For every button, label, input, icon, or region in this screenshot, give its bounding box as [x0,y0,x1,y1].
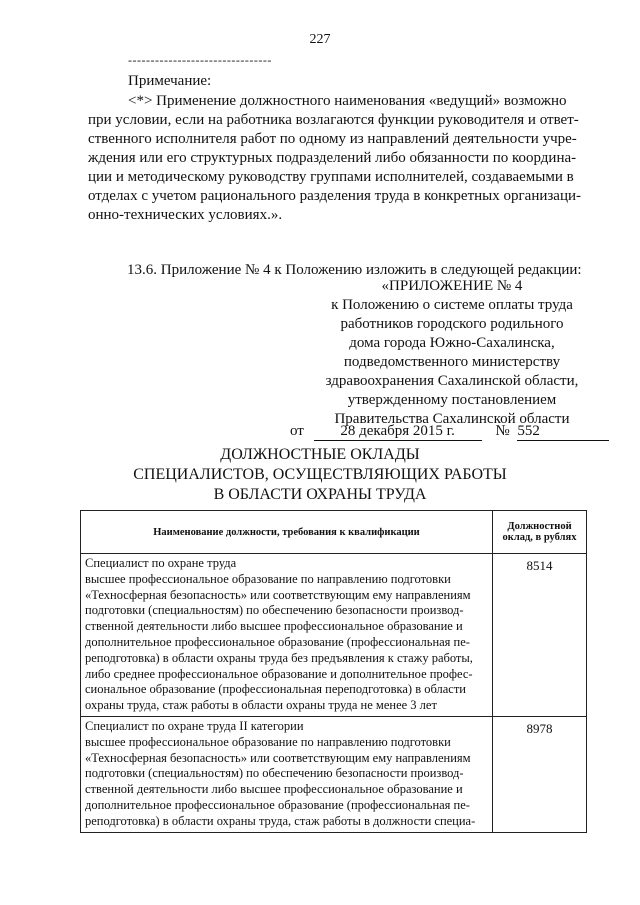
row-line: Специалист по охране труда [85,556,237,570]
note-line: ждения или его структурных подразделений либо обязанности по координа- [88,150,577,166]
position-description [81,716,493,832]
appendix-line: к Положению о системе оплаты труда [331,297,573,313]
appendix-line: «ПРИЛОЖЕНИЕ № 4 [381,278,523,294]
page-number: 227 [309,32,331,47]
appendix-header [278,263,626,429]
appendix-line: дома города Южно-Сахалинска, [349,335,555,351]
date-value: 28 декабря 2015 г. [314,423,482,441]
row-line: подготовки (специальностям) по обеспечению безопасности производ- [85,766,464,781]
salary-value: 8514 [493,554,587,717]
header-salary [493,511,587,554]
note-line: <*> Применение должностного наименования «ведущий» возможно [128,93,567,109]
note-text [88,92,588,225]
row-line: высшее профессиональное образование по направлению подготовки [85,734,451,749]
appendix-line: утвержденному постановлением [347,392,557,408]
row-line: дополнительное профессиональное образование (профессиональная пе- [85,634,470,649]
footnote-separator: -------------------------------- [128,53,272,67]
row-line: либо среднее профессиональное образование и дополнительное профес- [85,666,473,681]
row-line: реподготовка) в области охраны труда без предъявления к стажу работы, [85,650,473,665]
number-prefix: № [495,423,510,439]
amendment-paragraph: 13.6. Приложение № 4 к Положению изложить в следующей редакции: [127,262,582,278]
appendix-line: работников городского родильного [340,316,564,332]
header-position: Наименование должности, требования к квалификации [81,511,493,554]
table-row [81,554,587,717]
appendix-date-line [290,423,609,441]
title-line: СПЕЦИАЛИСТОВ, ОСУЩЕСТВЛЯЮЩИХ РАБОТЫ [133,466,507,483]
row-line: ственной деятельности либо высшее профессиональное образование и [85,782,463,797]
number-value: 552 [517,423,609,441]
note-line: ственного исполнителя работ по одному из направлений деятельности учре- [88,131,577,147]
row-line: высшее профессиональное образование по направлению подготовки [85,571,451,586]
header-salary-line: оклад, в рублях [502,532,577,543]
row-line: реподготовка) в области охраны труда, стаж работы в должности специа- [85,813,476,828]
appendix-line: Правительства Сахалинской области [334,411,570,427]
date-prefix: от [290,423,304,439]
salary-table [80,510,587,833]
note-title: Примечание: [128,73,212,89]
row-line: сиональное образование (профессиональная переподготовка) в области [85,682,466,697]
row-line: дополнительное профессиональное образование (профессиональная пе- [85,797,470,812]
note-line: онно-технических условиях.». [88,207,283,223]
appendix-line: подведомственного министерству [343,354,561,370]
note-line: ции и методическому руководству группами исполнителей, создаваемыми в [88,169,574,185]
row-line: ственной деятельности либо высшее профессиональное образование и [85,619,463,634]
row-line: «Техносферная безопасность» или соответствующим ему направлениям [85,750,471,765]
note-line: отделах с учетом рационального разделения труда в конкретных организаци- [88,188,582,204]
title-line: В ОБЛАСТИ ОХРАНЫ ТРУДА [213,486,427,503]
position-description [81,554,493,717]
row-line: Специалист по охране труда II категории [85,718,304,733]
appendix-line: здравоохранения Сахалинской области, [325,373,579,389]
title-line: ДОЛЖНОСТНЫЕ ОКЛАДЫ [220,446,420,463]
document-title [0,445,640,505]
row-line: «Техносферная безопасность» или соответствующим ему направлениям [85,587,471,602]
table-row [81,716,587,832]
row-line: подготовки (специальностям) по обеспечению безопасности производ- [85,603,464,618]
table-header-row [81,511,587,554]
note-line: при условии, если на работника возлагаются функции руководителя и ответ- [88,112,579,128]
header-salary-line: Должностной [507,521,572,532]
row-line: охраны труда, стаж работы в области охраны труда не менее 3 лет [85,698,437,713]
salary-value: 8978 [493,716,587,832]
